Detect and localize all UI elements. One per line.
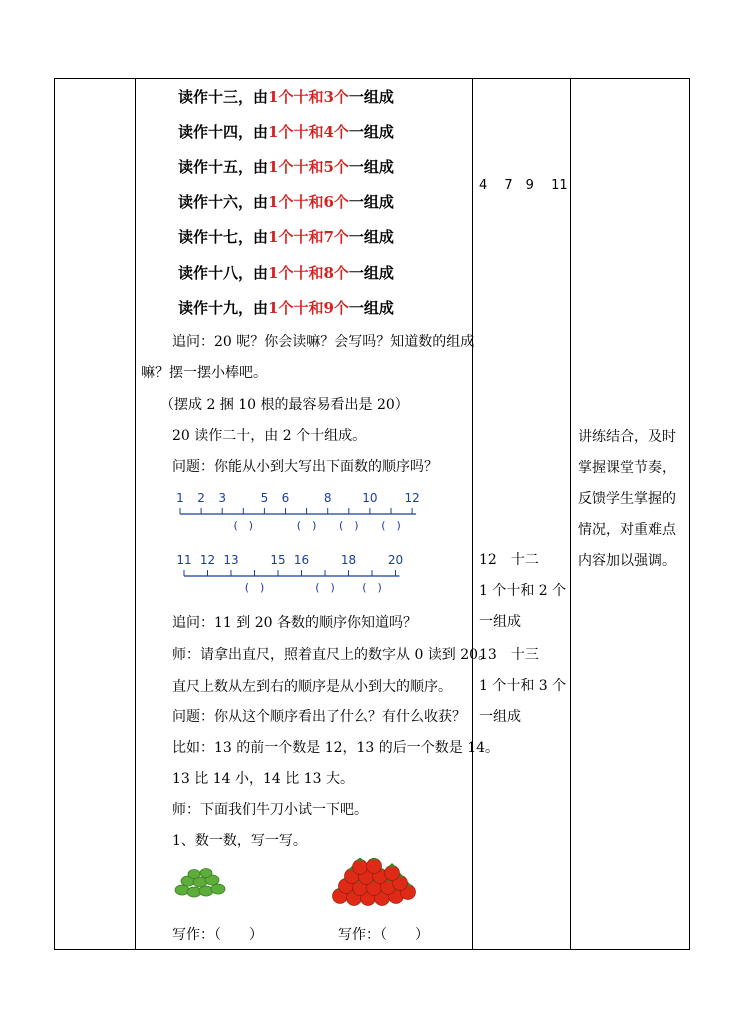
reading-row-prefix: 读作十四，由 — [178, 123, 269, 141]
ruler-order: 直尺上数从左到右的顺序是从小到大的顺序。 — [172, 679, 452, 695]
number-line-label: 16 — [293, 553, 310, 567]
reading-row-ones: 5 — [323, 158, 334, 176]
reading-row-ones: 6 — [323, 193, 334, 211]
reading-row-mid: 个十和 — [278, 299, 324, 317]
reading-row-tens: 1 — [268, 228, 279, 246]
answer-13: 13 十三 — [479, 647, 539, 663]
reading-row-ones: 8 — [323, 264, 334, 282]
number-line-blank[interactable]: ( ) — [381, 519, 401, 532]
reading-row-suffix: 一组成 — [348, 264, 394, 282]
reading-row-suffix: 一组成 — [348, 299, 394, 317]
reading-row-tens: 1 — [268, 88, 279, 106]
reading-row-prefix: 读作十三，由 — [178, 88, 269, 106]
reading-row-mid: 个十和 — [278, 158, 324, 176]
column-divider-3 — [570, 78, 571, 950]
answer-12: 12 十二 — [479, 552, 539, 568]
reading-row-unit: 个 — [333, 264, 349, 282]
question-order: 问题：你能从小到大写出下面数的顺序吗？ — [172, 459, 438, 475]
reading-row-suffix: 一组成 — [348, 193, 394, 211]
reading-row-mid: 个十和 — [278, 88, 324, 106]
number-line-label: 11 — [176, 553, 192, 567]
number-line-blank[interactable]: ( ) — [315, 581, 335, 594]
reading-row — [178, 193, 394, 211]
intent-line-1: 讲练结合，及时 — [578, 429, 676, 445]
reading-row — [178, 123, 394, 141]
reading-row-mid: 个十和 — [278, 228, 324, 246]
number-line-label: 12 — [404, 491, 420, 505]
number-line-blank[interactable]: ( ) — [233, 519, 254, 532]
number-line-blank[interactable]: ( ) — [339, 519, 359, 532]
number-line-label: 15 — [270, 553, 286, 567]
reading-row-suffix: 一组成 — [348, 228, 394, 246]
number-line-label: 6 — [281, 491, 290, 505]
peas-picture — [168, 868, 238, 902]
followup-order-11-20: 追问：11 到 20 各数的顺序你知道吗？ — [172, 615, 417, 631]
reading-row-ones: 3 — [323, 88, 334, 106]
answer-13-composition: 1 个十和 3 个 — [479, 678, 567, 694]
reading-row-tens: 1 — [268, 158, 279, 176]
reading-row-ones: 7 — [323, 228, 334, 246]
note-bundles: （摆成 2 捆 10 根的最容易看出是 20） — [160, 397, 409, 413]
answer-13-composition-cont: 一组成 — [479, 709, 521, 725]
reading-row — [178, 299, 394, 317]
column-divider-2 — [472, 78, 473, 950]
twenty-composition: 20 读作二十，由 2 个十组成。 — [172, 428, 367, 444]
reading-row — [178, 228, 394, 246]
reading-row-mid: 个十和 — [278, 264, 324, 282]
number-line-label: 1 — [176, 491, 184, 505]
number-line-label: 20 — [387, 553, 404, 567]
reading-row — [178, 158, 394, 176]
number-line-1-group — [176, 491, 420, 532]
number-line-label: 8 — [323, 491, 332, 505]
write-answer-tomatoes[interactable]: 写作：（ ） — [338, 927, 429, 943]
number-line-blank[interactable]: ( ) — [296, 519, 317, 532]
reading-row — [178, 264, 394, 282]
number-line-2 — [170, 548, 430, 598]
reading-row-tens: 1 — [268, 264, 279, 282]
reading-row-unit: 个 — [333, 158, 349, 176]
reading-row-suffix: 一组成 — [348, 158, 394, 176]
reading-row-prefix: 读作十八，由 — [178, 264, 269, 282]
reading-row-unit: 个 — [333, 123, 349, 141]
teacher-try: 师：下面我们牛刀小试一下吧。 — [172, 802, 368, 818]
number-line-blank[interactable]: ( ) — [244, 581, 265, 594]
reading-row — [178, 88, 394, 106]
reading-row-unit: 个 — [333, 299, 349, 317]
intent-line-2: 掌握课堂节奏， — [578, 460, 676, 476]
sequence-answer: 4 7 9 11 — [479, 178, 568, 193]
reading-row-prefix: 读作十九，由 — [178, 299, 269, 317]
intent-line-3: 反馈学生掌握的 — [578, 491, 676, 507]
number-line-label: 13 — [223, 553, 239, 567]
intent-line-5: 内容加以强调。 — [578, 553, 676, 569]
reading-row-tens: 1 — [268, 123, 279, 141]
number-line-label: 3 — [218, 491, 227, 505]
reading-row-ones: 4 — [323, 123, 334, 141]
reading-row-unit: 个 — [333, 193, 349, 211]
tomatoes-picture — [328, 858, 420, 910]
number-line-label: 18 — [340, 553, 357, 567]
number-line-blank[interactable]: ( ) — [362, 581, 382, 594]
teacher-ruler: 师：请拿出直尺，照着直尺上的数字从 0 读到 20。 — [172, 647, 493, 663]
example-13: 比如：13 的前一个数是 12，13 的后一个数是 14。 — [172, 740, 500, 756]
reading-row-tens: 1 — [268, 299, 279, 317]
number-line-label: 12 — [199, 553, 216, 567]
reading-row-unit: 个 — [333, 88, 349, 106]
reading-row-tens: 1 — [268, 193, 279, 211]
reading-row-mid: 个十和 — [278, 123, 324, 141]
reading-row-mid: 个十和 — [278, 193, 324, 211]
number-line-label: 2 — [197, 491, 205, 505]
reading-row-prefix: 读作十六，由 — [178, 193, 269, 211]
number-line-2-group — [176, 553, 403, 594]
question-harvest: 问题：你从这个顺序看出了什么？有什么收获？ — [172, 709, 466, 725]
number-line-label: 10 — [362, 491, 378, 505]
reading-row-suffix: 一组成 — [348, 123, 394, 141]
intent-line-4: 情况，对重难点 — [578, 522, 676, 538]
answer-12-composition: 1 个十和 2 个 — [479, 583, 567, 599]
answer-12-composition-cont: 一组成 — [479, 614, 521, 630]
write-answer-peas[interactable]: 写作：（ ） — [172, 927, 263, 943]
compare-13-14: 13 比 14 小，14 比 13 大。 — [172, 771, 354, 787]
reading-row-prefix: 读作十七，由 — [178, 228, 269, 246]
reading-row-unit: 个 — [333, 228, 349, 246]
reading-row-ones: 9 — [323, 299, 334, 317]
column-divider-1 — [135, 78, 136, 950]
reading-row-suffix: 一组成 — [348, 88, 394, 106]
number-line-1 — [170, 486, 430, 536]
followup-question-20: 追问：20 呢？你会读嘛？会写吗？知道数的组成 — [172, 334, 475, 350]
reading-row-prefix: 读作十五，由 — [178, 158, 269, 176]
task-count-write: 1、数一数，写一写。 — [172, 833, 307, 849]
followup-question-20-cont: 嘛？摆一摆小棒吧。 — [141, 365, 267, 381]
number-line-label: 5 — [260, 491, 269, 505]
